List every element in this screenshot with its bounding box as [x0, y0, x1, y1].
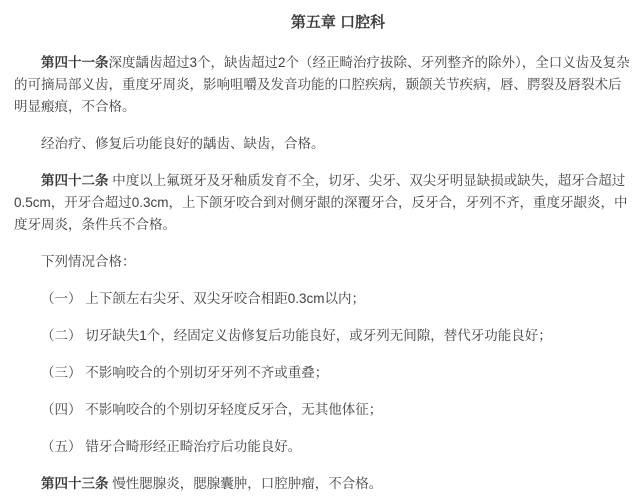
clause-41-text: 深度龋齿超过3个，缺齿超过2个（经正畸治疗拔除、牙列整齐的除外），全口义齿及复杂的可摘局部义齿，重度牙周炎，影响咀嚼及发音功能的口腔疾病，颞颌关节疾病，唇、腭裂及唇裂术后明显瘢痕，不合格。 — [14, 55, 630, 114]
clause-41-label: 第四十一条 — [41, 55, 109, 70]
article-clause-42 — [14, 170, 632, 236]
article-clause-43 — [14, 473, 632, 495]
condition-item-2 — [14, 325, 632, 347]
chapter-title: 第五章 口腔科 — [290, 14, 386, 31]
qualified-conditions-intro-text: 下列情况合格： — [41, 254, 136, 269]
clause-41-exception-text: 经治疗、修复后功能良好的龋齿、缺齿，合格。 — [41, 136, 325, 151]
condition-item-4 — [14, 399, 632, 421]
clause-42-text: 中度以上氟斑牙及牙釉质发育不全，切牙、尖牙、双尖牙明显缺损或缺失，超牙合超过0.5cm，开牙合超过0.3cm，上下颌牙咬合到对侧牙龈的深覆牙合，反牙合，牙列不齐，重度牙龈炎，中度牙周炎，条件兵不合格。 — [14, 173, 628, 232]
condition-item-1 — [14, 288, 632, 310]
qualified-conditions-intro — [14, 251, 632, 273]
condition-item-1-text: （一） 上下颌左右尖牙、双尖牙咬合相距0.3cm以内； — [41, 291, 366, 306]
condition-item-2-text: （二） 切牙缺失1个，经固定义齿修复后功能良好，或牙列无间隙，替代牙功能良好； — [41, 328, 552, 343]
clause-43-text: 慢性腮腺炎，腮腺囊肿，口腔肿瘤，不合格。 — [108, 476, 383, 491]
clause-41-exception — [14, 133, 632, 155]
condition-item-4-text: （四） 不影响咬合的个别切牙轻度反牙合，无其他体征； — [41, 402, 383, 417]
clause-43-label: 第四十三条 — [41, 476, 109, 491]
condition-item-3 — [14, 362, 632, 384]
article-clause-41 — [14, 52, 632, 118]
condition-item-5-text: （五） 错牙合畸形经正畸治疗后功能良好。 — [41, 439, 302, 454]
condition-item-5 — [14, 436, 632, 458]
condition-item-3-text: （三） 不影响咬合的个别切牙牙列不齐或重叠； — [41, 365, 329, 380]
clause-42-label: 第四十二条 — [41, 173, 109, 188]
